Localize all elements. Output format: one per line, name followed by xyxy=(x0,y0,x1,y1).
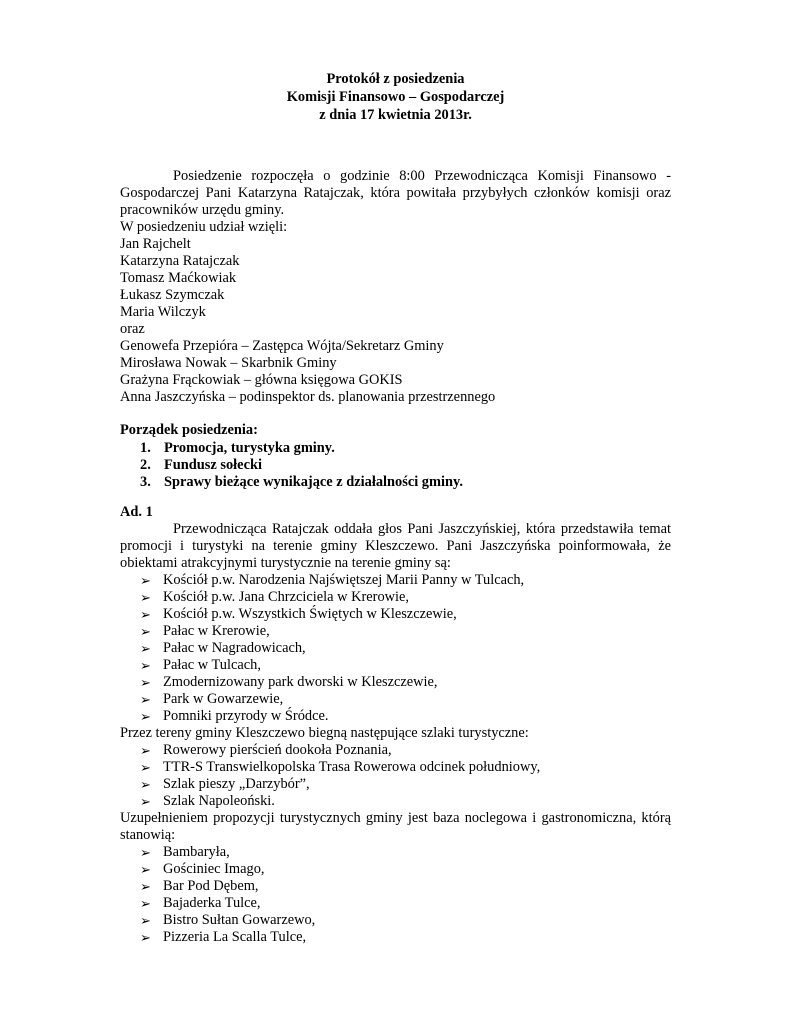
document-title xyxy=(0,70,791,124)
member-name: Katarzyna Ratajczak xyxy=(120,253,240,269)
arrow-bullet-icon: ➢ xyxy=(140,624,151,639)
arrow-bullet-icon: ➢ xyxy=(140,709,151,724)
document-page: Protokół z posiedzenia Komisji Finansowo – Gospodarczej z dnia 17 kwietnia 2013r. Posiedzenie rozpoczęła o godzinie 8:00 Przewodnicząca Komisji Finansowo - Gospodarczej Pani Katarzyna Ratajczak, która powitała przybyłych członków komisji oraz pracowników urzędu gminy. W posiedzeniu udział wzięli: Jan Rajchelt Katarzyna Ratajczak Tomasz Maćkowiak Łukasz Szymczak Maria Wilczyk oraz Genowefa Przepióra – Zastępca Wójta/Sekretarz Gminy Mirosława Nowak – Skarbnik Gminy Grażyna Frąckowiak – główna księgowa GOKIS Anna Jaszczyńska – podinspektor ds. planowania przestrzennego Porządek posiedzenia: 1. Promocja, turystyka gminy. 2. Fundusz sołecki 3. Sprawy bieżące wynikające z działalności gminy. Ad. 1 Przewodnicząca Ratajczak oddała głos Pani Jaszczyńskiej, która przedstawiła temat promocji i turystyki na terenie gminy Kleszczewo. Pani Jaszczyńska poinformowała, że obiektami atrakcyjnymi turystycznie na terenie gminy są: ➢ Kościół p.w. Narodzenia Najświętszej Marii Panny w Tulcach, ➢ Kościół p.w. Jana Chrzciciela w Krerowie, ➢ Kościół p.w. Wszystkich Świętych w Kleszczewie, ➢ Pałac w Krerowie, ➢ Pałac w Nagradowicach, ➢ Pałac w Tulcach, ➢ Zmodernizowany park dworski w Kleszczewie, ➢ Park w Gowarzewie, ➢ Pomniki przyrody w Śródce. Przez tereny gminy Kleszczewo biegną następujące szlaki turystyczne: ➢ Rowerowy pierścień dookoła Poznania, ➢ TTR-S Transwielkopolska Trasa Rowerowa odcinek południowy, ➢ Szlak pieszy „Darzybór”, ➢ Szlak Napoleoński. Uzupełnieniem propozycji turystycznych gminy jest baza noclegowa i gastronomiczna, którą stanowią: ➢ Bambaryła, ➢ Gościniec Imago, ➢ Bar Pod Dębem, ➢ Bajaderka Tulce, ➢ Bistro Sułtan Gowarzewo, ➢ Pizzeria La Scalla Tulce, xyxy=(0,0,791,1024)
agenda-item-number: 2. xyxy=(140,457,151,473)
staff-entry: Genowefa Przepióra – Zastępca Wójta/Sekretarz Gminy xyxy=(120,338,444,354)
member-name: Jan Rajchelt xyxy=(120,236,191,252)
arrow-bullet-icon: ➢ xyxy=(140,692,151,707)
agenda-item-number: 1. xyxy=(140,440,151,456)
trails-intro: Przez tereny gminy Kleszczewo biegną następujące szlaki turystyczne: xyxy=(120,725,529,741)
base-intro-wrap xyxy=(120,810,671,844)
ad1-heading-wrap xyxy=(120,504,680,521)
arrow-bullet-icon: ➢ xyxy=(140,879,151,894)
member-name: Maria Wilczyk xyxy=(120,304,206,320)
arrow-bullet-icon: ➢ xyxy=(140,743,151,758)
arrow-bullet-icon: ➢ xyxy=(140,862,151,877)
ad1-paragraph-wrap xyxy=(120,521,671,572)
staff-entry: Grażyna Frąckowiak – główna księgowa GOKIS xyxy=(120,372,403,388)
ad1-heading: Ad. 1 xyxy=(120,504,153,520)
base-intro: Uzupełnieniem propozycji turystycznych gminy jest baza noclegowa i gastronomiczna, którą stanowią: xyxy=(120,810,671,843)
arrow-bullet-icon: ➢ xyxy=(140,573,151,588)
ad1-paragraph: Przewodnicząca Ratajczak oddała głos Pani Jaszczyńskiej, która przedstawiła temat promocji i turystyki na terenie gminy Kleszczewo. Pani Jaszczyńska poinformowała, że obiektami atrakcyjnymi turystycznie na terenie gminy są: xyxy=(120,521,671,571)
arrow-bullet-icon: ➢ xyxy=(140,607,151,622)
arrow-bullet-icon: ➢ xyxy=(140,760,151,775)
member-name: Tomasz Maćkowiak xyxy=(120,270,237,286)
staff-entry: Anna Jaszczyńska – podinspektor ds. planowania przestrzennego xyxy=(120,389,496,405)
agenda-item-number: 3. xyxy=(140,474,151,490)
attendees-block xyxy=(120,219,680,406)
arrow-bullet-icon: ➢ xyxy=(140,675,151,690)
arrow-bullet-icon: ➢ xyxy=(140,930,151,945)
agenda-item-text: Fundusz sołecki xyxy=(164,457,262,473)
member-name: Łukasz Szymczak xyxy=(120,287,225,303)
oraz-label: oraz xyxy=(120,321,145,337)
arrow-bullet-icon: ➢ xyxy=(140,777,151,792)
arrow-bullet-icon: ➢ xyxy=(140,896,151,911)
intro-section xyxy=(120,168,671,219)
arrow-bullet-icon: ➢ xyxy=(140,641,151,656)
agenda-item-text: Sprawy bieżące wynikające z działalności gminy. xyxy=(164,474,463,490)
title-line-1: Protokół z posiedzenia xyxy=(326,71,465,87)
arrow-bullet-icon: ➢ xyxy=(140,913,151,928)
agenda-item-text: Promocja, turystyka gminy. xyxy=(164,440,335,456)
agenda-heading-wrap xyxy=(120,422,680,439)
title-line-2: Komisji Finansowo – Gospodarczej xyxy=(286,89,505,105)
trails-intro-wrap xyxy=(120,725,680,742)
attendees-heading: W posiedzeniu udział wzięli: xyxy=(120,219,288,235)
arrow-bullet-icon: ➢ xyxy=(140,794,151,809)
intro-paragraph: Posiedzenie rozpoczęła o godzinie 8:00 Przewodnicząca Komisji Finansowo - Gospodarczej Pani Katarzyna Ratajczak, która powitała przybyłych członków komisji oraz pracowników urzędu gminy. xyxy=(120,168,671,218)
agenda-heading: Porządek posiedzenia: xyxy=(120,422,258,438)
staff-entry: Mirosława Nowak – Skarbnik Gminy xyxy=(120,355,337,371)
arrow-bullet-icon: ➢ xyxy=(140,590,151,605)
arrow-bullet-icon: ➢ xyxy=(140,845,151,860)
arrow-bullet-icon: ➢ xyxy=(140,658,151,673)
title-line-3: z dnia 17 kwietnia 2013r. xyxy=(319,107,472,123)
